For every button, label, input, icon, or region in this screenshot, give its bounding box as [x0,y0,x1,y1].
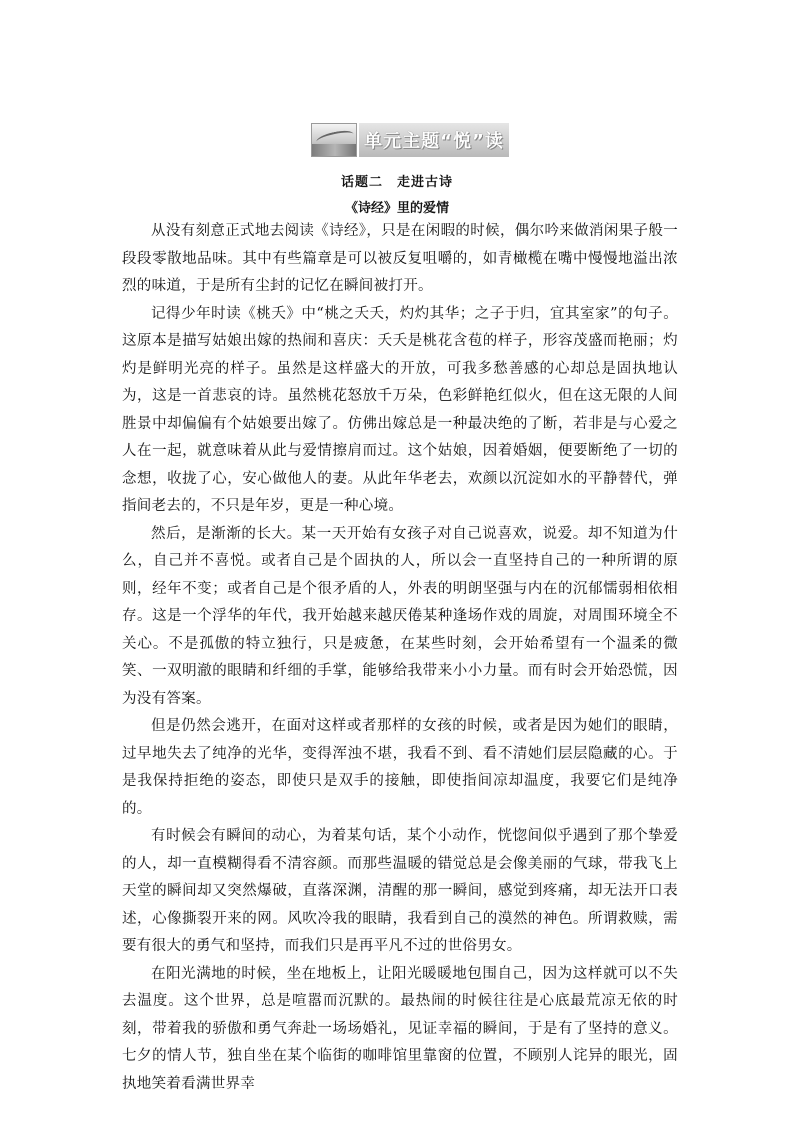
paragraph-4: 但是仍然会逃开，在面对这样或者那样的女孩的时候，或者是因为她们的眼睛，过早地失去了纯净的光华，变得浑浊不堪，我看不到、看不清她们层层隐藏的心。于是我保持拒绝的姿态，即使只是双手的接触，即使指间凉却温度，我要它们是纯净的。 [122,718,678,817]
article-title: 《诗经》里的爱情 [344,201,449,216]
book-illustration-icon [311,123,357,157]
paragraph-2: 记得少年时读《桃夭》中“桃之夭夭，灼灼其华；之子于归，宜其室家”的句子。这原本是描写姑娘出嫁的热闹和喜庆：夭夭是桃花含苞的样子，形容茂盛而艳丽；灼灼是鲜明光亮的样子。虽然是这样盛大的开放，可我多愁善感的心却总是固执地认为，这是一首悲哀的诗。虽然桃花怒放千万朵，色彩鲜艳红似火，但在这无限的人间胜景中却偏偏有个姑娘要出嫁了。仿佛出嫁总是一种最决绝的了断，若非是与心爱之人在一起，就意味着从此与爱情擦肩而过。这个姑娘，因着婚姻，便要断绝了一切的念想，收拢了心，安心做他人的妻。从此年华老去，欢颜以沉淀如水的平静替代，弹指间老去的，不只是年岁，更是一种心境。 [122,305,678,514]
unit-theme-banner [311,121,509,159]
paragraph-1: 从没有刻意正式地去阅读《诗经》，只是在闲暇的时候，偶尔吟来做消闲果子般一段段零散地品味。其中有些篇章是可以被反复咀嚼的，如青橄榄在嘴中慢慢地溢出浓烈的味道，于是所有尘封的记忆在瞬间被打开。 [122,223,678,294]
topic-heading: 话题二 走进古诗 [340,175,453,190]
paragraph-3: 然后，是渐渐的长大。某一天开始有女孩子对自己说喜欢，说爱。却不知道为什么，自己并不喜悦。或者自己是个固执的人，所以会一直坚持自己的一种所谓的原则，经年不变；或者自己是个很矛盾的人，外表的明朗坚强与内在的沉郁懦弱相依相存。这是一个浮华的年代，我开始越来越厌倦某种逢场作戏的周旋，对周围环境全不关心。不是孤傲的特立独行，只是疲惫，在某些时刻，会开始希望有一个温柔的微笑、一双明澈的眼睛和纤细的手掌，能够给我带来小小力量。而有时会开始恐慌，因为没有答案。 [122,525,678,707]
paragraph-5: 有时候会有瞬间的动心，为着某句话，某个小动作，恍惚间似乎遇到了那个挚爱的人，却一直模糊得看不清容颜。而那些温暖的错觉总是会像美丽的气球，带我飞上天堂的瞬间却又突然爆破，直落深渊，清醒的那一瞬间，感觉到疼痛，却无法开口表述，心像撕裂开来的网。风吹冷我的眼睛，我看到自己的漠然的神色。所谓救赎，需要有很大的勇气和坚持，而我们只是再平凡不过的世俗男女。 [122,828,678,954]
paragraph-6: 在阳光满地的时候，坐在地板上，让阳光暖暖地包围自己，因为这样就可以不失去温度。这个世界，总是喧嚣而沉默的。最热闹的时候往往是心底最荒凉无依的时刻，带着我的骄傲和勇气奔赴一场场婚礼，见证幸福的瞬间，于是有了坚持的意义。七夕的情人节，独自坐在某个临街的咖啡馆里靠窗的位置，不顾别人诧异的眼光，固执地笑着看满世界幸 [122,965,678,1092]
banner-label: 单元主题“悦”读 [359,123,509,157]
article-body [122,218,678,1098]
